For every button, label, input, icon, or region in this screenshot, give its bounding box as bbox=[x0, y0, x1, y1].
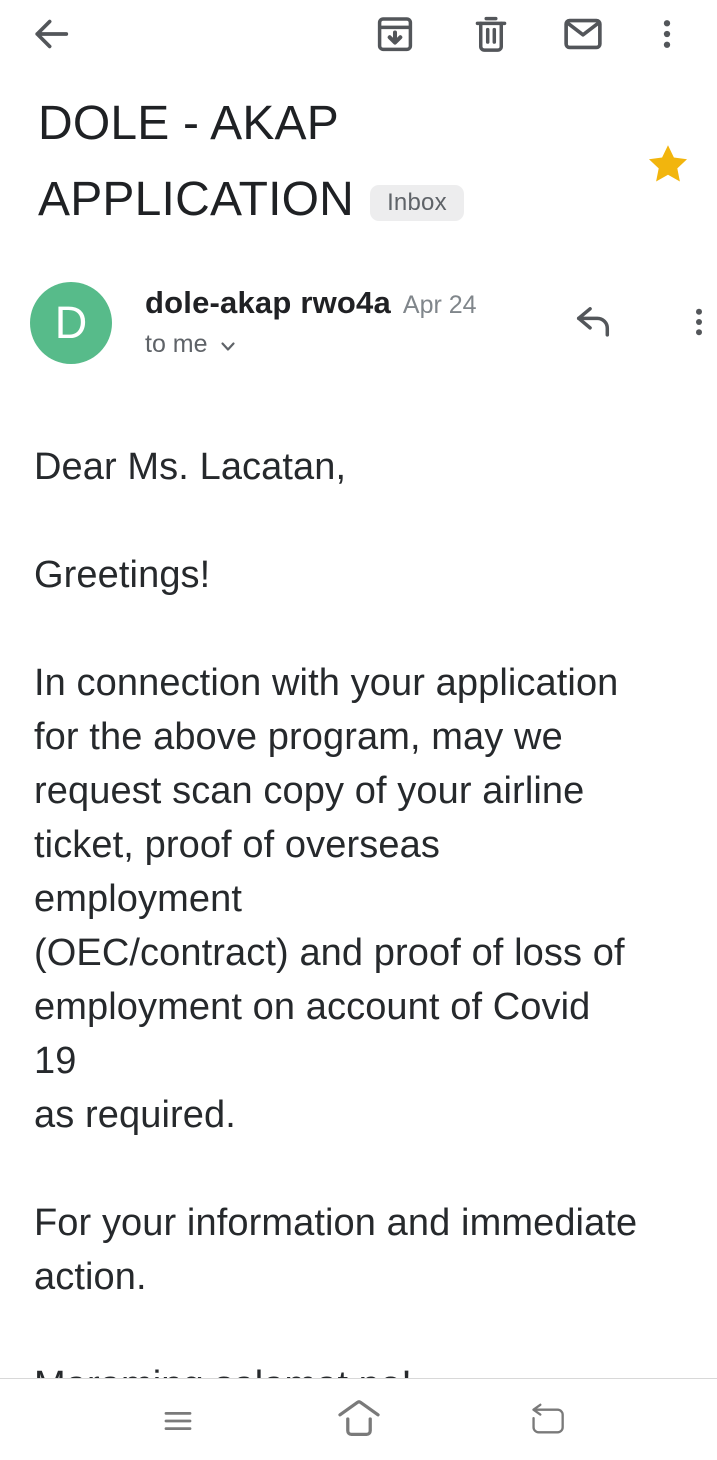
message-header bbox=[30, 281, 717, 371]
body-text-line: action. bbox=[34, 1256, 147, 1298]
body-text-line: for the above program, may we bbox=[34, 716, 563, 758]
archive-icon bbox=[373, 12, 417, 56]
body-text-line: 19 bbox=[34, 1040, 77, 1082]
recipient-toggle[interactable] bbox=[145, 330, 477, 359]
delete-button[interactable] bbox=[468, 11, 514, 57]
body-text-line: as required. bbox=[34, 1094, 236, 1136]
home-button[interactable] bbox=[333, 1395, 385, 1443]
body-text-line bbox=[34, 494, 707, 548]
system-navbar bbox=[0, 1378, 717, 1460]
inbox-label-chip: Inbox bbox=[370, 185, 464, 221]
back-arrow-icon bbox=[28, 11, 74, 57]
body-text-line: request scan copy of your airline bbox=[34, 770, 585, 812]
top-toolbar bbox=[0, 0, 717, 70]
sender-info bbox=[145, 285, 477, 359]
back-nav-button[interactable] bbox=[524, 1397, 570, 1441]
body-text-line: employment on account of Covid bbox=[34, 986, 591, 1028]
star-button[interactable] bbox=[644, 140, 692, 188]
body-text-line: employment bbox=[34, 878, 242, 920]
body-text-line: For your information and immediate bbox=[34, 1202, 638, 1244]
body-text-line: Dear Ms. Lacatan, bbox=[34, 446, 347, 488]
body-text-line: In connection with your application bbox=[34, 662, 619, 704]
subject-text: DOLE - AKAP APPLICATION bbox=[38, 97, 355, 226]
envelope-icon bbox=[560, 11, 606, 57]
back-button[interactable] bbox=[28, 11, 74, 57]
body-text-line bbox=[34, 1142, 707, 1196]
avatar-initial: D bbox=[54, 297, 88, 348]
star-icon bbox=[644, 140, 692, 188]
body-text-line: Greetings! bbox=[34, 554, 211, 596]
subject-section bbox=[38, 86, 717, 238]
more-options-button[interactable] bbox=[648, 11, 686, 57]
archive-button[interactable] bbox=[372, 11, 418, 57]
recipient-label: to me bbox=[145, 330, 208, 358]
back-nav-icon bbox=[527, 1402, 567, 1436]
email-subject bbox=[38, 86, 516, 238]
body-text-line: (OEC/contract) and proof of loss of bbox=[34, 932, 625, 974]
menu-icon bbox=[160, 1404, 196, 1438]
body-text-line bbox=[34, 602, 707, 656]
reply-icon bbox=[571, 300, 615, 344]
message-date: Apr 24 bbox=[402, 291, 477, 319]
email-body[interactable] bbox=[34, 440, 707, 1460]
more-vert-icon bbox=[648, 11, 686, 57]
body-text-line: ticket, proof of overseas bbox=[34, 824, 440, 866]
sender-avatar[interactable] bbox=[30, 282, 112, 364]
body-text-line bbox=[34, 1304, 707, 1358]
recents-button[interactable] bbox=[154, 1397, 202, 1445]
mark-unread-button[interactable] bbox=[560, 11, 606, 57]
trash-icon bbox=[469, 12, 513, 56]
home-icon bbox=[335, 1400, 383, 1438]
sender-name: dole-akap rwo4a bbox=[145, 285, 391, 320]
chevron-down-icon bbox=[220, 341, 236, 353]
message-more-options-button[interactable] bbox=[680, 297, 717, 347]
reply-button[interactable] bbox=[570, 299, 616, 345]
more-vert-icon bbox=[681, 298, 717, 346]
